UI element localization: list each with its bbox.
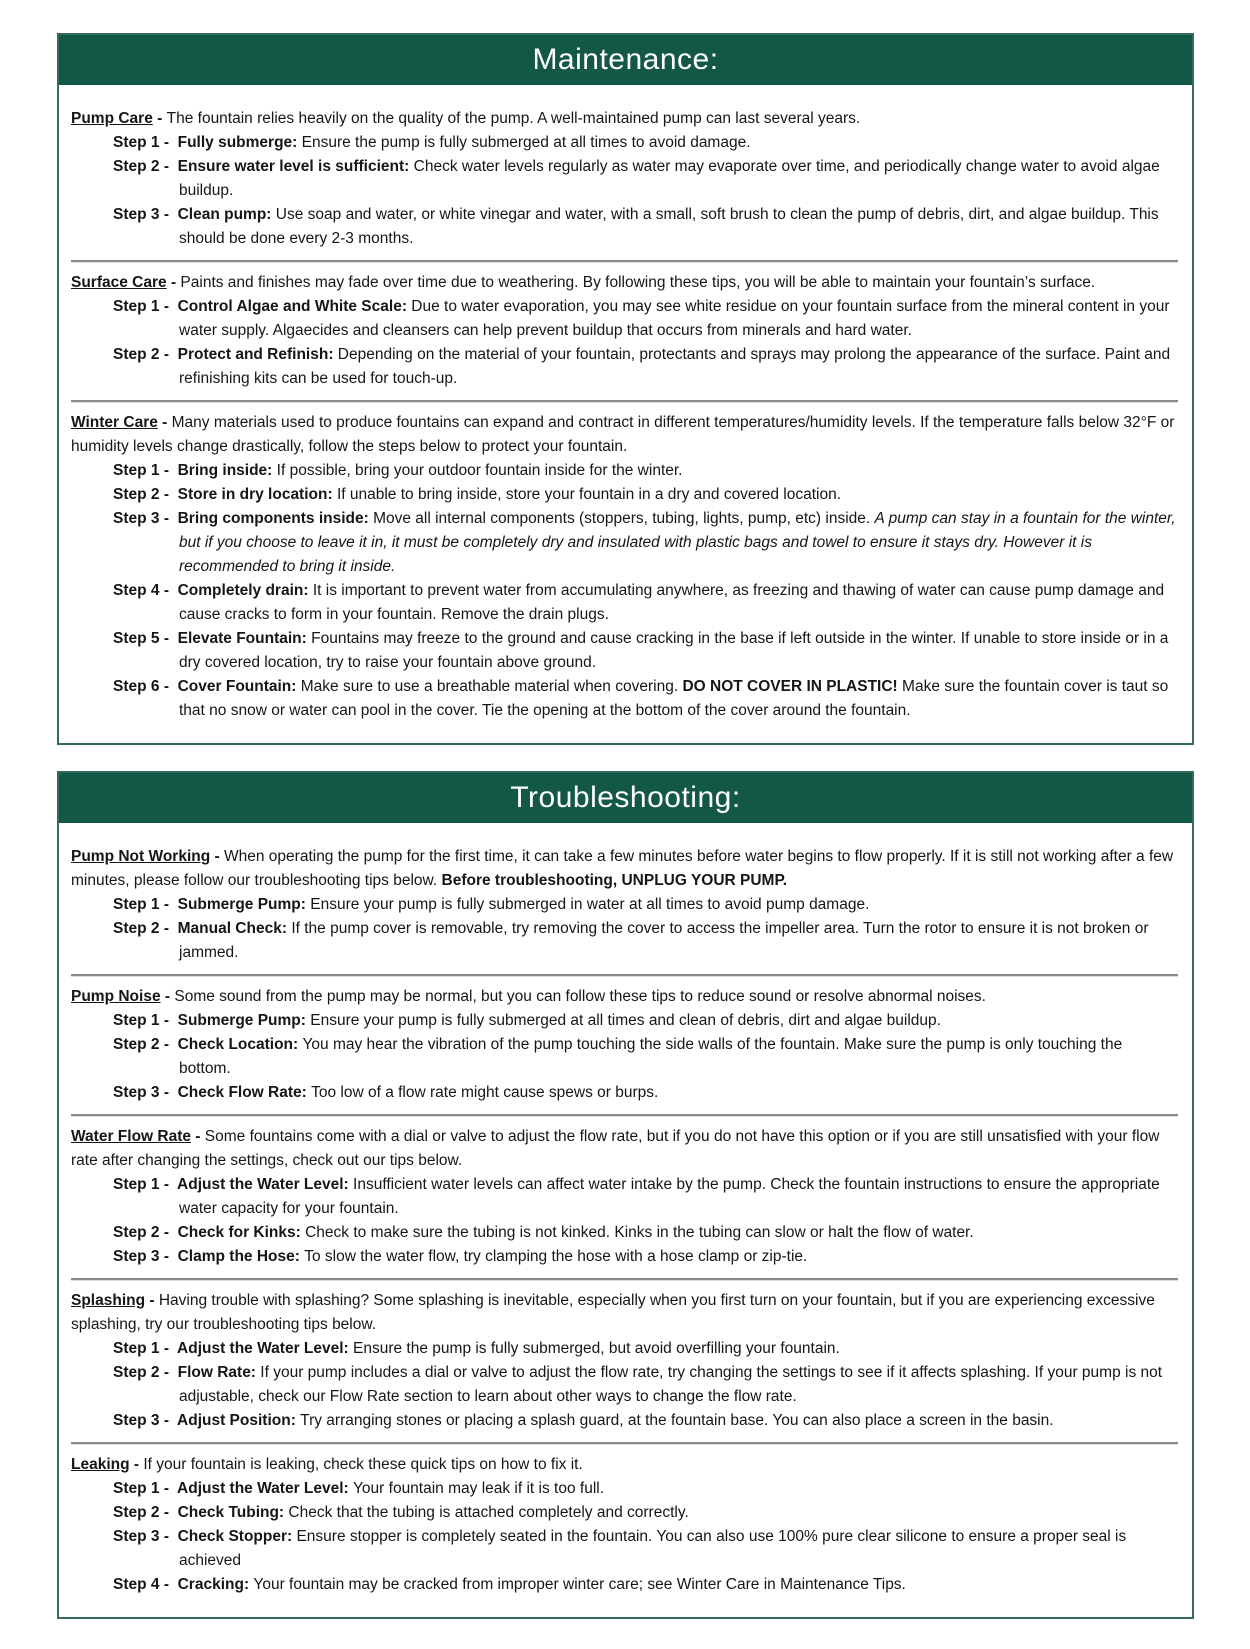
section-title-maintenance: Maintenance: <box>532 43 719 76</box>
topic-intro <box>71 1289 1178 1337</box>
step-label: Step 3 - <box>113 206 178 223</box>
step-row <box>71 343 1178 391</box>
text-segment: Ensure the pump is fully submerged, but avoid overfilling your fountain. <box>353 1340 840 1357</box>
topic-intro <box>71 107 1178 131</box>
topic-divider <box>71 260 1178 263</box>
step-name: Bring inside: <box>177 462 277 479</box>
step-label: Step 1 - <box>113 462 178 479</box>
text-segment: Make sure the fountain cover is taut so that no snow or water can pool in the cover. Tie the opening at the bottom of the cover around the fountain. <box>179 678 1169 719</box>
step-row <box>71 917 1178 965</box>
topic-heading: Water Flow Rate <box>71 1128 191 1145</box>
step-row <box>71 1033 1178 1081</box>
dash: - <box>152 110 167 127</box>
dash: - <box>210 848 224 865</box>
text-segment: Check to make sure the tubing is not kinked. Kinks in the tubing can slow or halt the flow of water. <box>305 1224 974 1241</box>
dash: - <box>145 1292 159 1309</box>
text-segment: It is important to prevent water from accumulating anywhere, as freezing and thawing of water can cause pump damage and cause cracks to form in your fountain. Remove the drain plugs. <box>179 582 1165 623</box>
step-label: Step 4 - <box>113 582 178 599</box>
dash: - <box>129 1456 144 1473</box>
text-segment: When operating the pump for the first time, it can take a few minutes before water begins to flow properly. If it is still not working after a few minutes, please follow our troubleshooting tips below. <box>71 848 1174 889</box>
step-label: Step 1 - <box>113 1340 178 1357</box>
step-row <box>71 1409 1178 1433</box>
topic-divider <box>71 974 1178 977</box>
step-row <box>71 1573 1178 1597</box>
step-row <box>71 1361 1178 1409</box>
step-label: Step 1 - <box>113 1176 178 1193</box>
step-name: Check Tubing: <box>177 1504 289 1521</box>
step-name: Check Flow Rate: <box>177 1084 312 1101</box>
step-label: Step 1 - <box>113 1012 178 1029</box>
step-label: Step 6 - <box>113 678 178 695</box>
step-name: Completely drain: <box>177 582 313 599</box>
text-segment: Some sound from the pump may be normal, but you can follow these tips to reduce sound or resolve abnormal noises. <box>174 988 986 1005</box>
topic-intro <box>71 1453 1178 1477</box>
text-segment: Due to water evaporation, you may see white residue on your fountain surface from the mineral content in your water supply. Algaecides and cleansers can help prevent buildup that occurs from minerals and hard water. <box>179 298 1170 339</box>
step-row <box>71 483 1178 507</box>
step-label: Step 2 - <box>113 1036 178 1053</box>
topic-divider <box>71 400 1178 403</box>
step-row <box>71 1081 1178 1105</box>
step-row <box>71 893 1178 917</box>
step-name: Cracking: <box>177 1576 254 1593</box>
text-segment: Ensure the pump is fully submerged at all times to avoid damage. <box>301 134 751 151</box>
text-segment: You may hear the vibration of the pump touching the side walls of the fountain. Make sure the pump is only touching the bottom. <box>179 1036 1123 1077</box>
step-label: Step 2 - <box>113 346 178 363</box>
text-segment: If your fountain is leaking, check these quick tips on how to fix it. <box>143 1456 583 1473</box>
step-label: Step 4 - <box>113 1576 178 1593</box>
topic-intro <box>71 1125 1178 1173</box>
text-segment: Ensure your pump is fully submerged at all times and clean of debris, dirt and algae buildup. <box>310 1012 941 1029</box>
step-name: Clamp the Hose: <box>177 1248 305 1265</box>
dash: - <box>166 274 181 291</box>
step-row <box>71 675 1178 723</box>
text-segment: Check that the tubing is attached completely and correctly. <box>288 1504 689 1521</box>
text-segment: If possible, bring your outdoor fountain inside for the winter. <box>276 462 683 479</box>
step-row <box>71 1477 1178 1501</box>
step-name: Check for Kinks: <box>177 1224 306 1241</box>
step-label: Step 2 - <box>113 158 178 175</box>
dash: - <box>157 414 172 431</box>
step-name: Elevate Fountain: <box>177 630 312 647</box>
step-label: Step 3 - <box>113 510 178 527</box>
topic-divider <box>71 1442 1178 1445</box>
step-name: Ensure water level is sufficient: <box>177 158 414 175</box>
text-segment: Fountains may freeze to the ground and cause cracking in the base if left outside in the winter. If unable to store inside or in a dry covered location, try to raise your fountain above ground. <box>179 630 1169 671</box>
text-segment: Check water levels regularly as water may evaporate over time, and periodically change water to avoid algae buildup. <box>179 158 1160 199</box>
section-title-troubleshooting: Troubleshooting: <box>510 781 741 814</box>
text-segment: A pump can stay in a fountain for the winter, but if you choose to leave it in, it must be completely dry and insulated with plastic bags and towel to ensure it stays dry. However it is recommended to bring it inside. <box>179 510 1176 575</box>
step-row <box>71 1501 1178 1525</box>
step-row <box>71 1245 1178 1269</box>
topic-intro <box>71 271 1178 295</box>
topic-heading: Pump Noise <box>71 988 161 1005</box>
step-name: Adjust Position: <box>177 1412 301 1429</box>
topic-heading: Winter Care <box>71 414 158 431</box>
step-label: Step 1 - <box>113 896 178 913</box>
text-segment: Too low of a flow rate might cause spews or burps. <box>311 1084 659 1101</box>
step-name: Adjust the Water Level: <box>177 1340 354 1357</box>
step-name: Clean pump: <box>177 206 276 223</box>
step-name: Adjust the Water Level: <box>177 1176 354 1193</box>
text-segment: Many materials used to produce fountains can expand and contract in different temperatures/humidity levels. If the temperature falls below 32°F or humidity levels change drastically, follow the steps below to protect your fountain. <box>71 414 1175 455</box>
step-name: Manual Check: <box>177 920 292 937</box>
maintenance-content <box>59 85 1192 743</box>
step-label: Step 3 - <box>113 1248 178 1265</box>
text-segment: Your fountain may be cracked from improper winter care; see Winter Care in Maintenance Tips. <box>253 1576 906 1593</box>
maintenance-section-box <box>57 33 1194 745</box>
dash: - <box>160 988 175 1005</box>
step-name: Bring components inside: <box>177 510 374 527</box>
topic-heading: Splashing <box>71 1292 146 1309</box>
topic-heading: Pump Not Working <box>71 848 211 865</box>
text-segment: To slow the water flow, try clamping the hose with a hose clamp or zip-tie. <box>304 1248 808 1265</box>
topic-intro <box>71 985 1178 1009</box>
text-segment: DO NOT COVER IN PLASTIC! <box>682 678 898 695</box>
text-segment: Use soap and water, or white vinegar and water, with a small, soft brush to clean the pump of debris, dirt, and algae buildup. This should be done every 2-3 months. <box>179 206 1159 247</box>
step-row <box>71 507 1178 579</box>
step-name: Adjust the Water Level: <box>177 1480 354 1497</box>
step-row <box>71 131 1178 155</box>
dash: - <box>191 1128 205 1145</box>
step-name: Fully submerge: <box>177 134 302 151</box>
step-name: Store in dry location: <box>177 486 337 503</box>
step-row <box>71 579 1178 627</box>
step-label: Step 3 - <box>113 1528 178 1545</box>
step-label: Step 2 - <box>113 1224 178 1241</box>
step-label: Step 2 - <box>113 920 178 937</box>
text-segment: Insufficient water levels can affect water intake by the pump. Check the fountain instructions to ensure the appropriate water capacity for your fountain. <box>179 1176 1160 1217</box>
step-row <box>71 1525 1178 1573</box>
step-row <box>71 1337 1178 1361</box>
step-name: Submerge Pump: <box>177 1012 311 1029</box>
topic-heading: Surface Care <box>71 274 167 291</box>
step-label: Step 2 - <box>113 1504 178 1521</box>
text-segment: If the pump cover is removable, try removing the cover to access the impeller area. Turn the rotor to ensure it is not broken or jammed. <box>179 920 1149 961</box>
text-segment: Ensure your pump is fully submerged in water at all times to avoid pump damage. <box>310 896 870 913</box>
step-label: Step 1 - <box>113 298 178 315</box>
text-segment: Paints and finishes may fade over time due to weathering. By following these tips, you will be able to maintain your fountain’s surface. <box>180 274 1096 291</box>
topic-heading: Leaking <box>71 1456 130 1473</box>
text-segment: If your pump includes a dial or valve to adjust the flow rate, try changing the settings to see if it affects splashing. If your pump is not adjustable, check our Flow Rate section to learn about other ways to change the flow rate. <box>179 1364 1163 1405</box>
step-name: Protect and Refinish: <box>177 346 338 363</box>
step-row <box>71 155 1178 203</box>
text-segment: If unable to bring inside, store your fountain in a dry and covered location. <box>336 486 841 503</box>
step-row <box>71 1173 1178 1221</box>
step-label: Step 5 - <box>113 630 178 647</box>
topic-intro <box>71 845 1178 893</box>
text-segment: Your fountain may leak if it is too full. <box>353 1480 605 1497</box>
step-label: Step 2 - <box>113 1364 178 1381</box>
step-label: Step 3 - <box>113 1412 178 1429</box>
troubleshooting-content <box>59 823 1192 1617</box>
text-segment: Having trouble with splashing? Some splashing is inevitable, especially when you first turn on your fountain, but if you are experiencing excessive splashing, try our troubleshooting tips below. <box>71 1292 1155 1333</box>
step-name: Check Location: <box>177 1036 303 1053</box>
troubleshooting-header-bar <box>59 773 1192 823</box>
step-row <box>71 1009 1178 1033</box>
step-row <box>71 459 1178 483</box>
topic-heading: Pump Care <box>71 110 153 127</box>
step-name: Cover Fountain: <box>177 678 301 695</box>
text-segment: Try arranging stones or placing a splash guard, at the fountain base. You can also place a screen in the basin. <box>300 1412 1054 1429</box>
text-segment: Ensure stopper is completely seated in the fountain. You can also use 100% pure clear silicone to ensure a proper seal is achieved <box>179 1528 1127 1569</box>
maintenance-header-bar <box>59 35 1192 85</box>
text-segment: The fountain relies heavily on the quality of the pump. A well-maintained pump can last several years. <box>166 110 861 127</box>
step-name: Check Stopper: <box>177 1528 297 1545</box>
step-row <box>71 627 1178 675</box>
text-segment: Make sure to use a breathable material when covering. <box>300 678 683 695</box>
step-name: Flow Rate: <box>177 1364 261 1381</box>
text-segment: Depending on the material of your fountain, protectants and sprays may prolong the appearance of the surface. Paint and refinishing kits can be used for touch-up. <box>179 346 1171 387</box>
text-segment: Some fountains come with a dial or valve to adjust the flow rate, but if you do not have this option or if you are still unsatisfied with your flow rate after changing the settings, check out our tips below. <box>71 1128 1160 1169</box>
step-row <box>71 1221 1178 1245</box>
step-label: Step 1 - <box>113 1480 178 1497</box>
text-segment: Move all internal components (stoppers, tubing, lights, pump, etc) inside. <box>373 510 875 527</box>
topic-divider <box>71 1114 1178 1117</box>
step-row <box>71 203 1178 251</box>
topic-divider <box>71 1278 1178 1281</box>
step-label: Step 3 - <box>113 1084 178 1101</box>
text-segment: Before troubleshooting, UNPLUG YOUR PUMP. <box>441 872 788 889</box>
step-row <box>71 295 1178 343</box>
step-name: Submerge Pump: <box>177 896 311 913</box>
step-label: Step 2 - <box>113 486 178 503</box>
step-name: Control Algae and White Scale: <box>177 298 412 315</box>
step-label: Step 1 - <box>113 134 178 151</box>
troubleshooting-section-box <box>57 771 1194 1619</box>
topic-intro <box>71 411 1178 459</box>
